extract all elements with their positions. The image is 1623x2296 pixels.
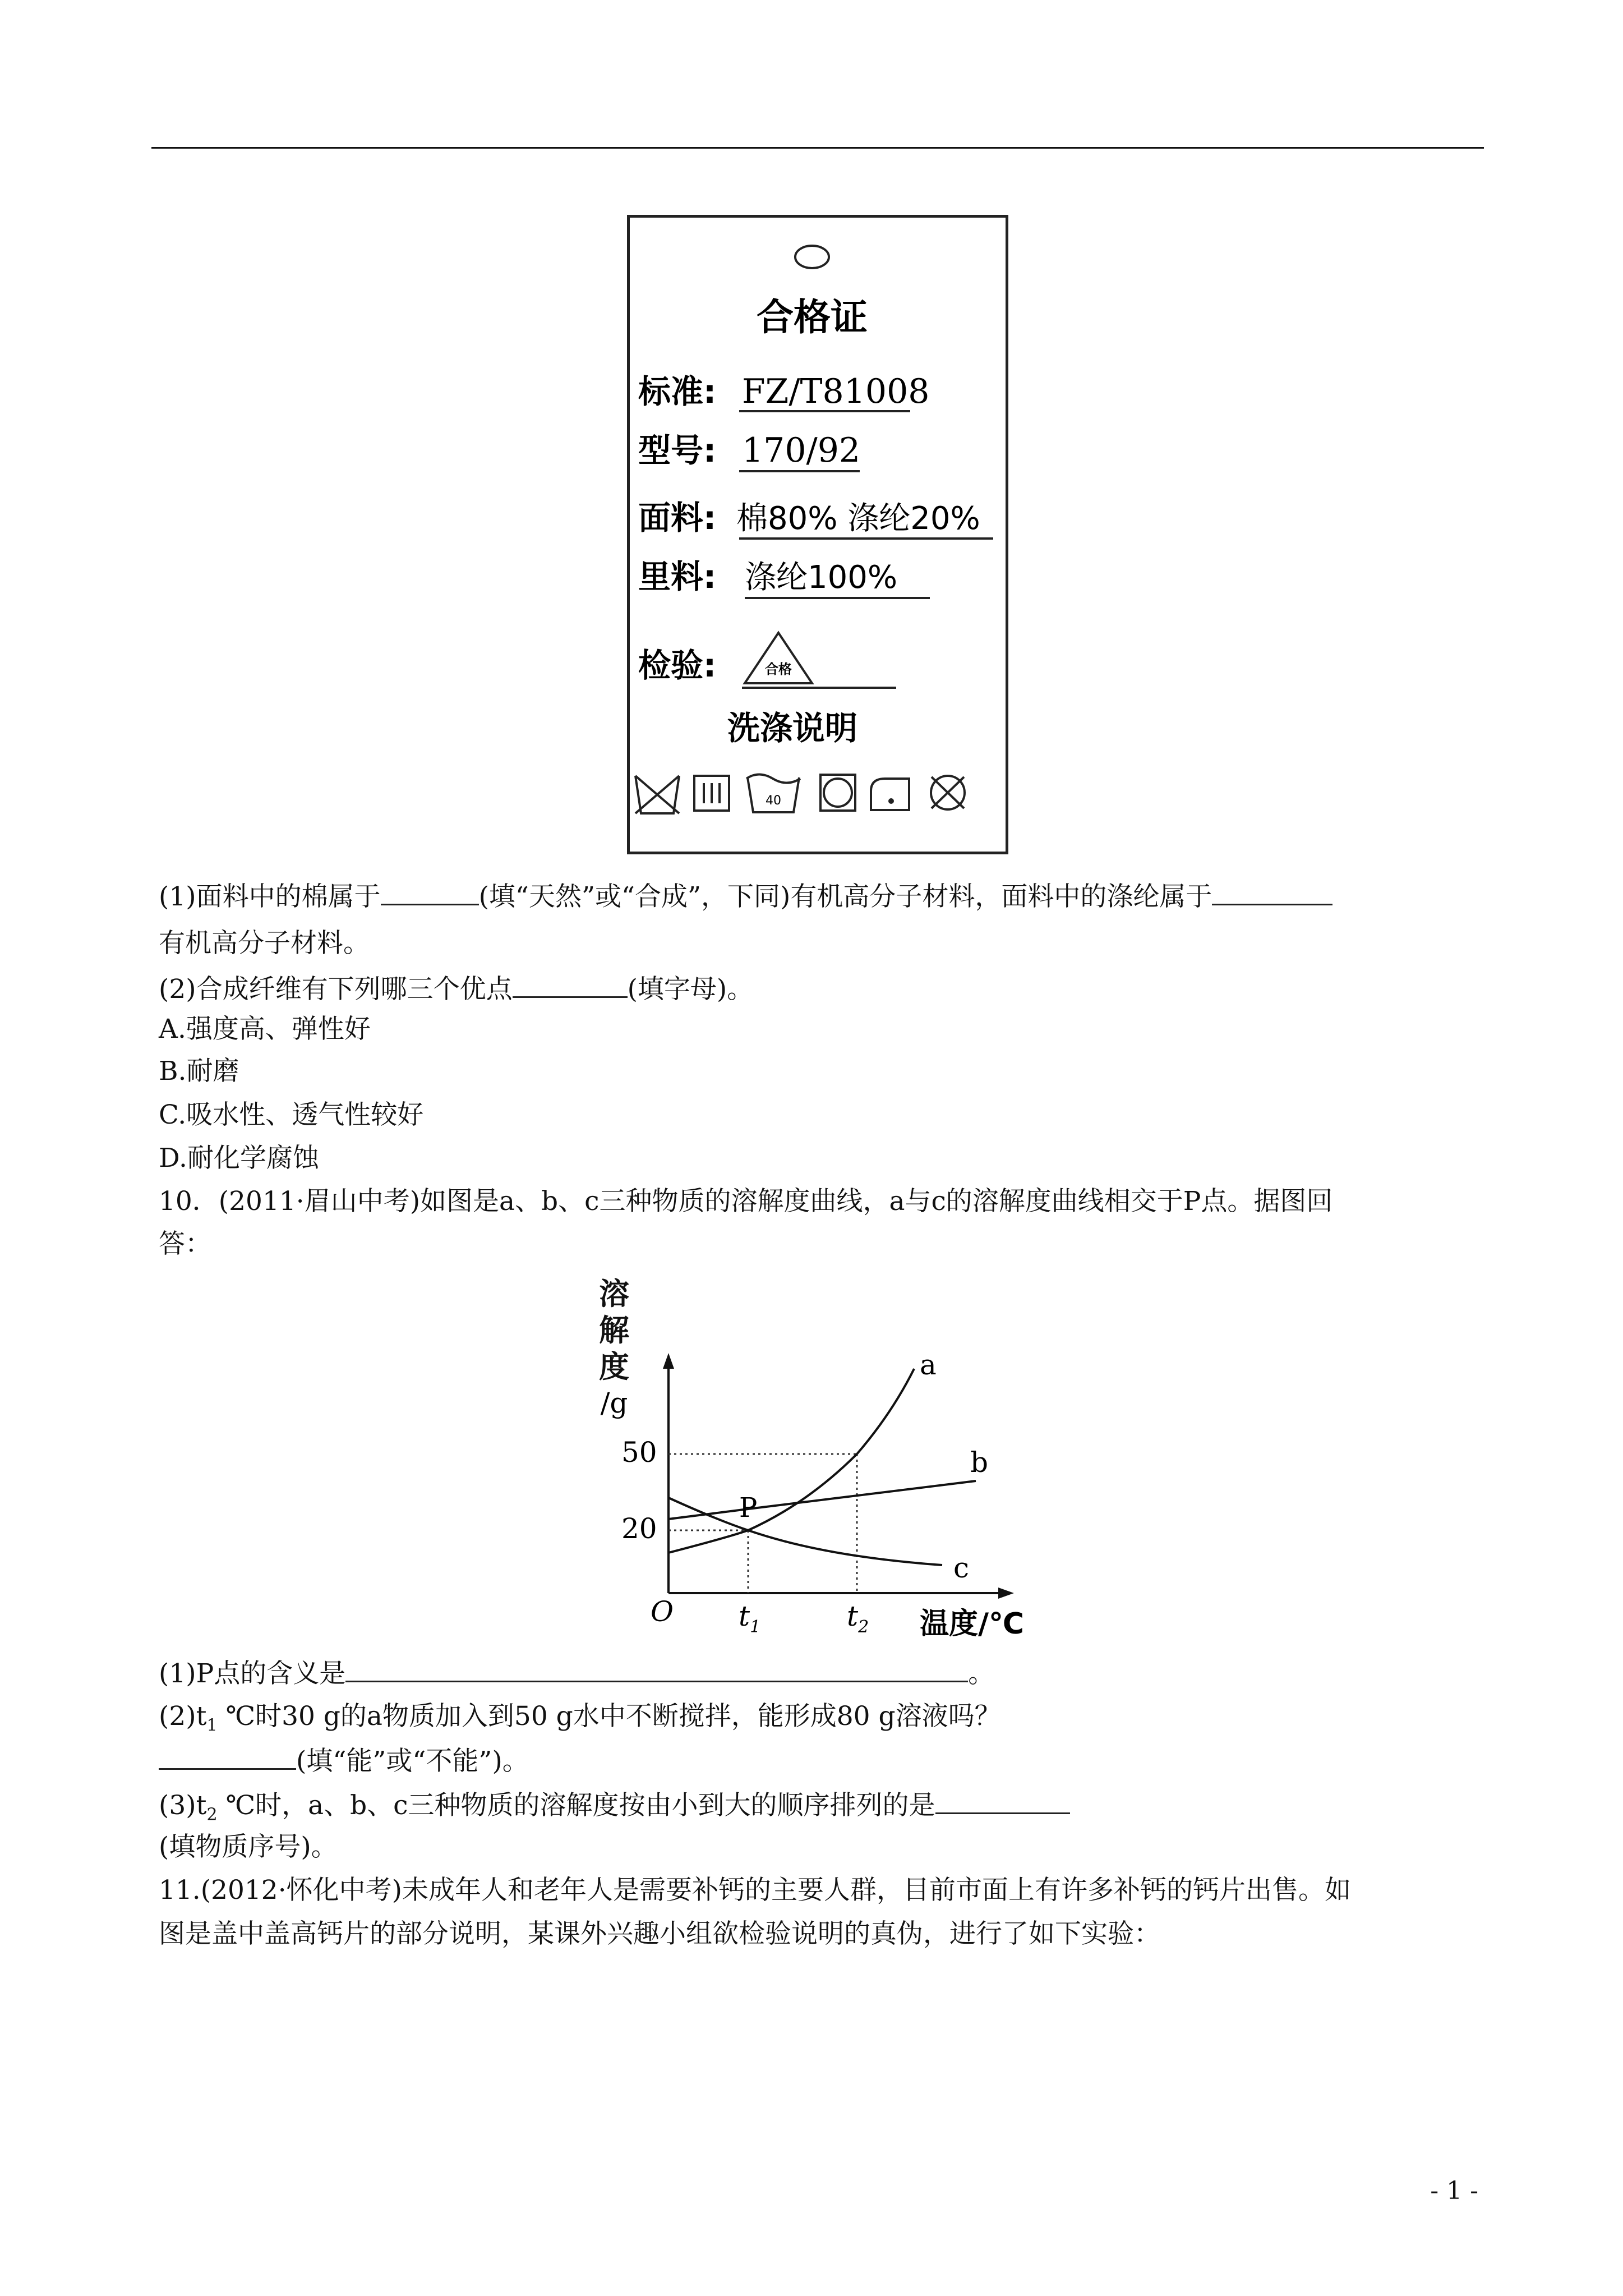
fabric-value: 棉80% 涤纶20% [736, 500, 980, 537]
fabric-key: 面料: [638, 499, 717, 537]
svg-text:40: 40 [766, 794, 781, 808]
standard-value: FZ/T81008 [742, 372, 930, 411]
svg-text:合格: 合格 [765, 661, 792, 677]
q10-stem-line2: 答： [159, 1228, 211, 1259]
garment-label [627, 215, 1008, 854]
xlabel: 温度/℃ [920, 1607, 1024, 1641]
label-title: 合格证 [757, 296, 868, 339]
q9-part1-line1: (1)面料中的棉属于 (填“天然”或“合成”，下同)有机高分子材料，面料中的涤纶属于 [159, 878, 1332, 914]
point-p-label: P [739, 1492, 758, 1524]
lining-value: 涤纶100% [745, 559, 898, 596]
q9-part1-line2: 有机高分子材料。 [159, 928, 370, 959]
origin-label: O [651, 1595, 674, 1628]
xtick-t1: $t_1$ [739, 1600, 761, 1637]
q10-part2: $(2)t_1$ ℃时30 g的a物质加入到50 g水中不断搅拌，能形成80 g溶液吗？ [159, 1701, 1001, 1736]
hang-dry-icon [694, 776, 729, 811]
ylabel-char-2: 解 [599, 1313, 629, 1348]
option-c: C.吸水性、透气性较好 [159, 1099, 424, 1130]
ytick-20: 20 [621, 1512, 657, 1545]
ylabel-char-3: 度 [599, 1349, 629, 1384]
solubility-chart [561, 1257, 1066, 1649]
option-b: B.耐磨 [159, 1056, 239, 1087]
ylabel-char-1: 溶 [599, 1276, 629, 1312]
curve-a [668, 1369, 914, 1553]
q11-line1: 11.(2012·怀化中考)未成年人和老年人是需要补钙的主要人群，目前市面上有许多补钙的钙片出售。如 [159, 1875, 1351, 1906]
header-rule [151, 147, 1484, 149]
q10-part3: $(3)t_2$ ℃时，a、b、c三种物质的溶解度按由小到大的顺序排列的是 [159, 1787, 1070, 1832]
model-key: 型号: [638, 431, 717, 470]
curve-b [668, 1481, 976, 1519]
hang-hole-icon [795, 246, 829, 268]
q10-part1: (1)P点的含义是 。 [159, 1655, 994, 1691]
inspect-key: 检验: [638, 646, 717, 684]
q10-part2-answer: (填“能”或“不能”)。 [159, 1742, 529, 1778]
option-a: A.强度高、弹性好 [159, 1014, 371, 1045]
lining-key: 里料: [638, 558, 717, 596]
option-d: D.耐化学腐蚀 [159, 1143, 319, 1174]
series-label-c: c [953, 1552, 970, 1584]
answer-blank[interactable] [513, 970, 628, 998]
ylabel-unit: /g [600, 1387, 628, 1419]
q10-stem-line1: 10．(2011·眉山中考)如图是a、b、c三种物质的溶解度曲线，a与c的溶解度曲线相交于P点。据图回 [159, 1186, 1333, 1217]
q11-line2: 图是盖中盖高钙片的部分说明，某课外兴趣小组欲检验说明的真伪，进行了如下实验： [159, 1918, 1160, 1949]
standard-key: 标准: [638, 372, 717, 411]
series-label-a: a [920, 1349, 937, 1381]
answer-blank[interactable] [1212, 878, 1332, 905]
do-not-dry-clean-icon [931, 776, 965, 809]
answer-blank[interactable] [381, 878, 479, 905]
curve-c [668, 1498, 942, 1565]
page-number: - 1 - [1430, 2177, 1478, 2205]
garment-label-drawing [630, 218, 1011, 857]
tumble-dry-icon [820, 775, 855, 811]
answer-blank[interactable] [345, 1655, 968, 1682]
q9-part2: (2)合成纤维有下列哪三个优点 (填字母)。 [159, 970, 753, 1006]
series-label-b: b [970, 1446, 989, 1479]
model-value: 170/92 [742, 431, 861, 470]
answer-blank[interactable] [159, 1742, 296, 1770]
ytick-50: 50 [621, 1436, 657, 1469]
q10-part3-note: (填物质序号)。 [159, 1832, 338, 1862]
wash-title: 洗涤说明 [727, 709, 858, 747]
xtick-t2: $t_2$ [847, 1600, 869, 1637]
answer-blank[interactable] [935, 1787, 1070, 1814]
iron-low-icon [871, 779, 909, 810]
do-not-wash-icon [635, 776, 679, 813]
